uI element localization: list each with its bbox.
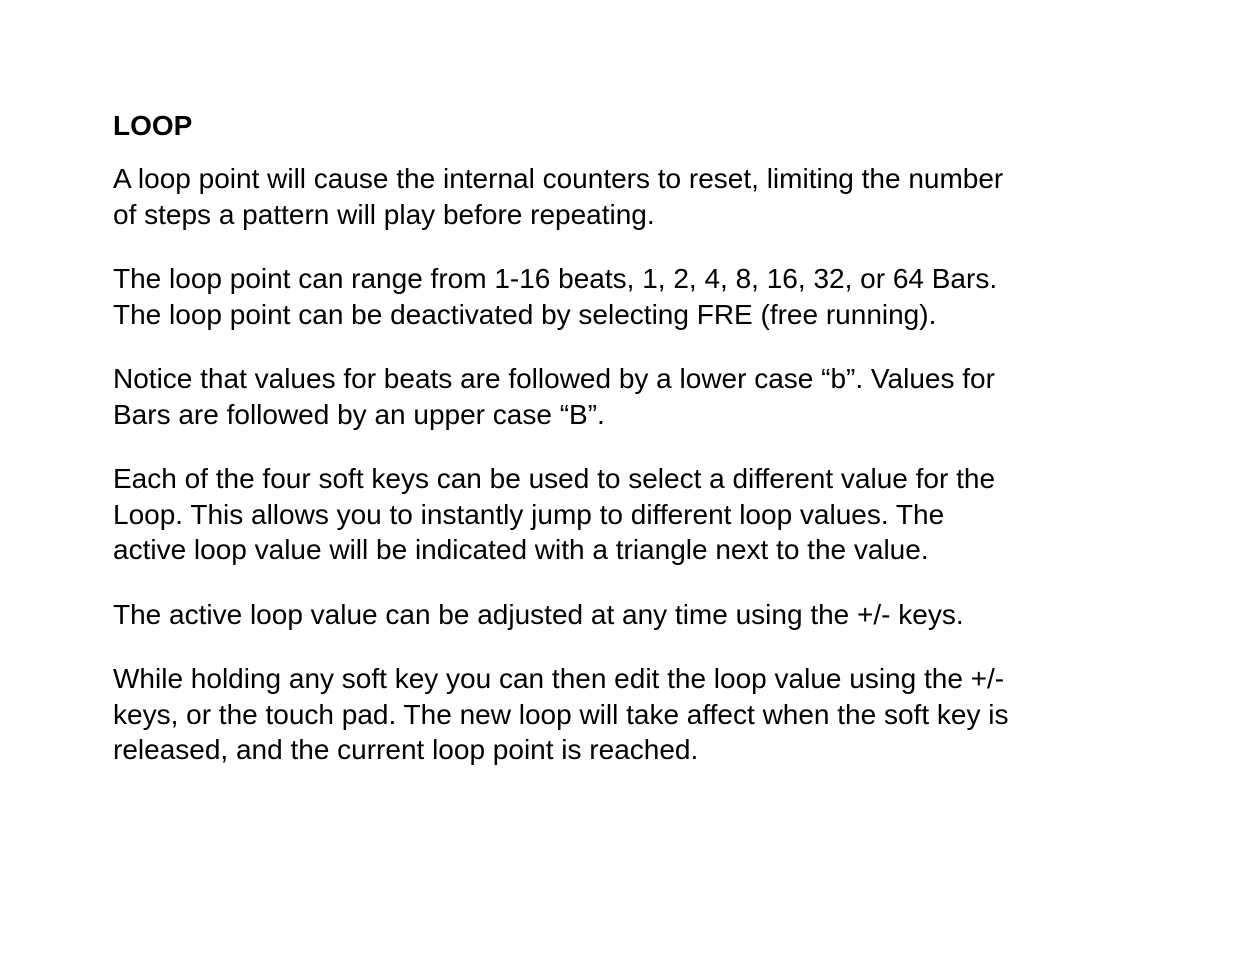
text-line: Each of the four soft keys can be used to select a different value for the xyxy=(113,463,996,494)
paragraph-adjust-active-loop xyxy=(113,597,1123,633)
text-line: A loop point will cause the internal counters to reset, limiting the number xyxy=(113,163,1004,194)
text-line: Bars are followed by an upper case “B”. xyxy=(113,398,605,430)
paragraph-loop-range xyxy=(113,261,1123,332)
text-line: While holding any soft key you can then edit the loop value using the +/- xyxy=(113,663,1005,694)
paragraph-soft-keys xyxy=(113,461,1123,568)
section-heading: LOOP xyxy=(113,110,193,141)
text-line: released, and the current loop point is reached. xyxy=(113,734,699,765)
paragraph-beats-bars-notation xyxy=(113,361,1123,432)
text-line: active loop value will be indicated with a triangle next to the value. xyxy=(113,534,929,565)
text-line: keys, or the touch pad. The new loop will take affect when the soft key is xyxy=(113,698,1009,730)
text-line: Loop. This allows you to instantly jump to different loop values. The xyxy=(113,498,945,530)
document-page xyxy=(113,108,1123,797)
text-line: of steps a pattern will play before repeating. xyxy=(113,198,655,230)
paragraph-loop-point-intro xyxy=(113,161,1123,232)
text-line: The active loop value can be adjusted at any time using the +/- keys. xyxy=(113,598,964,630)
paragraph-edit-loop-value xyxy=(113,661,1123,768)
text-line: Notice that values for beats are followed by a lower case “b”. Values for xyxy=(113,363,995,394)
text-line: The loop point can range from 1-16 beats, 1, 2, 4, 8, 16, 32, or 64 Bars. xyxy=(113,263,998,294)
text-line: The loop point can be deactivated by selecting FRE (free running). xyxy=(113,298,937,330)
